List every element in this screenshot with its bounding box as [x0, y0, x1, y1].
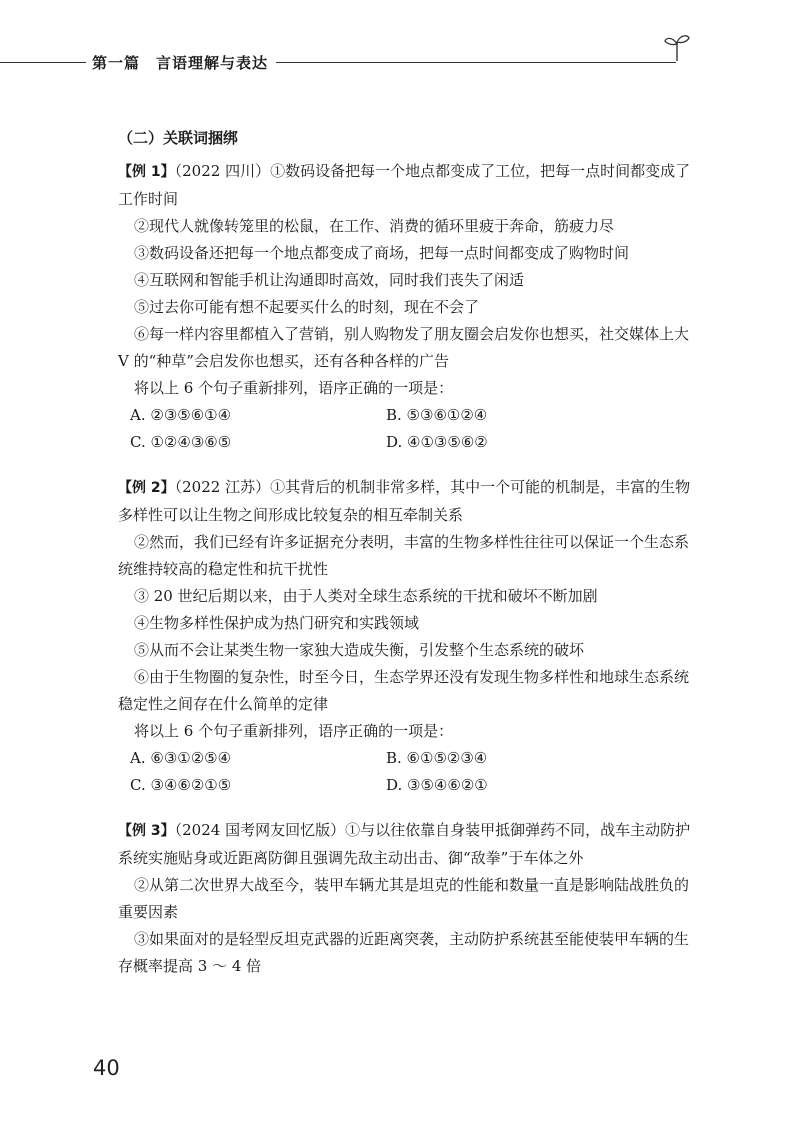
example-sentence: ②然而，我们已经有许多证据充分表明，丰富的生物多样性往往可以保证一个生态系统维持较高的稳定性和抗干扰性	[118, 533, 690, 578]
answer-options	[118, 402, 694, 456]
example-sentence	[118, 474, 694, 529]
example-label: 【例 1】	[118, 164, 175, 180]
section-title: （二）关联词捆绑	[118, 129, 239, 147]
sentence-text: ①其背后的机制非常多样，其中一个可能的机制是，丰富的生物多样性可以让生物之间形成比较复杂的相互牵制关系	[118, 478, 691, 524]
example-sentence: ⑤过去你可能有想不起要买什么的时刻，现在不会了	[134, 298, 480, 316]
content	[118, 158, 694, 980]
example-sentence: ⑥每一样内容里都植入了营销，别人购物发了朋友圈会启发你也想买，社交媒体上大 V 的“种草”会启发你也想买，还有各种各样的广告	[118, 325, 690, 370]
header-title: 第一篇 言语理解与表达	[92, 54, 269, 72]
sprout-icon	[664, 32, 690, 62]
sentence-text: ①数码设备把每一个地点都变成了工位，把每一点时间都变成了工作时间	[118, 162, 691, 208]
example-sentence: ③数码设备还把每一个地点都变成了商场，把每一点时间都变成了购物时间	[134, 244, 630, 262]
header-rule-left	[0, 62, 86, 63]
example-1	[118, 158, 694, 456]
page-header	[0, 42, 800, 82]
example-sentence	[118, 817, 694, 872]
option-a: A. ⑥③①②⑤④	[130, 749, 232, 767]
example-sentence: ③如果面对的是轻型反坦克武器的近距离突袭，主动防护系统甚至能使装甲车辆的生存概率提高 3 ～ 4 倍	[118, 930, 690, 975]
example-sentence: ②现代人就像转笼里的松鼠，在工作、消费的循环里疲于奔命，筋疲力尽	[134, 217, 615, 235]
example-source: （2022 四川）	[174, 162, 271, 180]
option-c: C. ③④⑥②①⑤	[130, 776, 232, 794]
example-sentence: ⑤从而不会让某类生物一家独大造成失衡，引发整个生态系统的破坏	[134, 641, 585, 659]
header-rule-right	[276, 62, 676, 63]
example-sentence: ④生物多样性保护成为热门研究和实践领域	[134, 614, 420, 632]
option-b: B. ⑤③⑥①②④	[386, 406, 488, 424]
answer-options	[118, 745, 694, 799]
option-b: B. ⑥①⑤②③④	[386, 749, 488, 767]
example-sentence	[118, 158, 694, 213]
example-3	[118, 817, 694, 980]
option-d: D. ④①③⑤⑥②	[386, 433, 488, 451]
option-c: C. ①②④③⑥⑤	[130, 433, 232, 451]
sentence-text: ①与以往依靠自身装甲抵御弹药不同，战车主动防护系统实施贴身或近距离防御且强调先敌主动出击、御“敌拳”于车体之外	[118, 821, 691, 867]
option-a: A. ②③⑤⑥①④	[130, 406, 232, 424]
example-sentence: ③ 20 世纪后期以来，由于人类对全球生态系统的干扰和破坏不断加剧	[134, 587, 598, 605]
question-prompt: 将以上 6 个句子重新排列，语序正确的一项是：	[134, 379, 454, 397]
example-2	[118, 474, 694, 799]
example-sentence: ②从第二次世界大战至今，装甲车辆尤其是坦克的性能和数量一直是影响陆战胜负的重要因素	[118, 876, 690, 921]
example-label: 【例 2】	[118, 480, 175, 496]
example-source: （2022 江苏）	[174, 478, 271, 496]
example-sentence: ④互联网和智能手机让沟通即时高效，同时我们丧失了闲适	[134, 271, 525, 289]
option-d: D. ③⑤④⑥②①	[386, 776, 488, 794]
question-prompt: 将以上 6 个句子重新排列，语序正确的一项是：	[134, 722, 454, 740]
example-source: （2024 国考网友回忆版）	[174, 821, 346, 839]
example-label: 【例 3】	[118, 823, 175, 839]
page-number: 40	[93, 1056, 120, 1080]
example-sentence: ⑥由于生物圈的复杂性，时至今日，生态学界还没有发现生物多样性和地球生态系统稳定性之间存在什么简单的定律	[118, 668, 690, 713]
